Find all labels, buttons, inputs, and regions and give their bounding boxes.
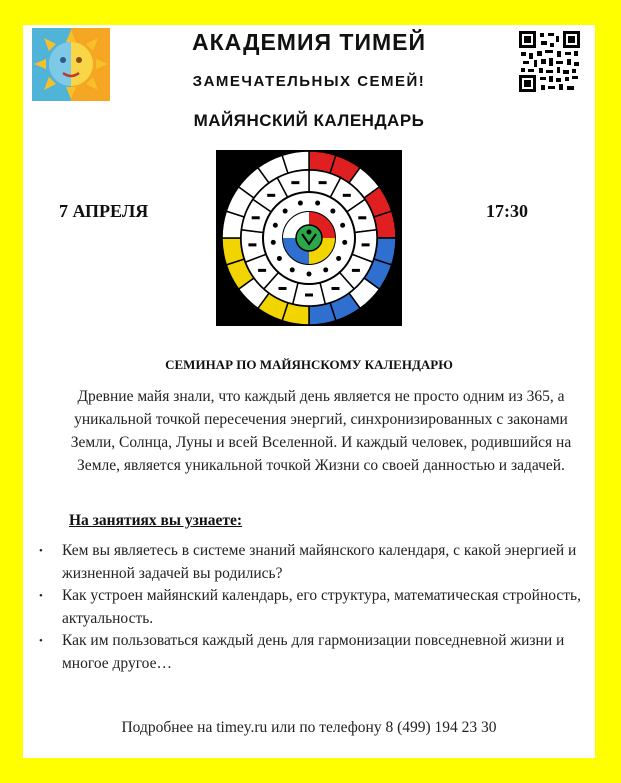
event-time: 17:30 [486,201,528,221]
list-item [23,540,583,585]
academy-title: АКАДЕМИЯ ТИМЕЙ [191,29,427,55]
list-item [23,585,583,630]
seminar-title: СЕМИНАР ПО МАЙЯНСКОМУ КАЛЕНДАРЮ [165,357,453,372]
event-title: МАЙЯНСКИЙ КАЛЕНДАРЬ [193,111,425,130]
contact-footer: Подробнее на timey.ru или по телефону 8 (499) 194 23 30 [121,719,497,736]
list-item-text: Как устроен майянский календарь, его структура, математическая стройность, актуальность. [62,587,581,627]
bullet-icon: • [39,635,43,647]
bullet-icon: • [39,545,43,557]
learn-heading: На занятиях вы узнаете: [69,512,243,529]
mayan-calendar-icon [216,150,402,326]
flyer-page [23,25,595,758]
bullet-icon: • [39,590,43,602]
list-item-text: Кем вы являетесь в системе знаний майянского календаря, с какой энергией и жизненной задачей вы родились? [62,542,577,582]
list-item-text: Как им пользоваться каждый день для гармонизации повседневной жизни и многое другое… [62,632,565,672]
learn-list [23,540,583,675]
event-date: 7 АПРЕЛЯ [59,201,149,221]
intro-text: Древние майя знали, что каждый день является не просто одним из 365, а уникальной точкой пересечения энергий, синхронизированных с законами Земли, Солнца, Луны и всей Вселенной. И каждый человек, родившийся на Земле, является уникальной точкой Жизни со своей данностью и задачей. [70,388,572,474]
list-item [23,630,583,675]
academy-subtitle: ЗАМЕЧАТЕЛЬНЫХ СЕМЕЙ! [192,73,426,90]
